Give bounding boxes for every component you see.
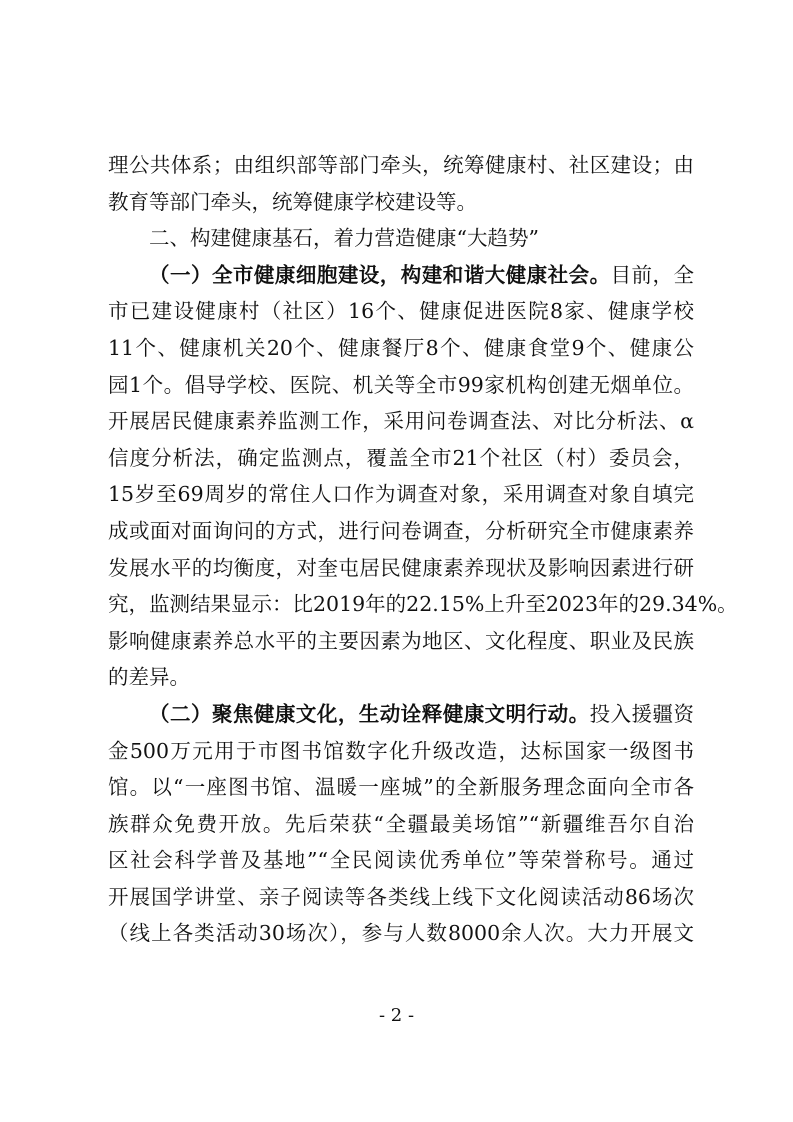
page-number: - 2 - [378,1005,415,1026]
item-1-line: 市已建设健康村（社区）16个、健康促进医院8家、健康学校 [108,299,694,324]
intro-line: 理公共体系；由组织部等部门牵头，统筹健康村、社区建设；由 [108,153,694,177]
item-1-first-line [108,257,694,294]
item-2-heading: （二）聚焦健康文化，生动诠释健康文明行动。 [149,701,590,726]
item-1-line: 的差异。 [108,665,190,690]
item-1-line: 开展居民健康素养监测工作，采用问卷调查法、对比分析法、α [108,409,694,434]
item-1-first-line-rest: 目前，全 [610,262,695,287]
item-2-line: 区社会科学普及基地”“全民阅读优秀单位”等荣誉称号。通过 [108,848,694,873]
item-1-line: 15岁至69周岁的常住人口作为调查对象，采用调查对象自填完 [108,482,694,507]
item-2-line: 馆。以“一座图书馆、温暖一座城”的全新服务理念面向全市各 [108,775,694,800]
item-2-line: （线上各类活动30场次），参与人数8000余人次。大力开展文 [108,921,694,946]
item-2-first-line-rest: 投入援疆资 [589,701,695,726]
item-1-line: 11个、健康机关20个、健康餐厅8个、健康食堂9个、健康公 [108,335,694,360]
intro-line: 教育等部门牵头，统筹健康学校建设等。 [108,189,477,214]
item-2-line: 族群众免费开放。先后荣获“全疆最美场馆”“新疆维吾尔自治 [108,811,694,836]
item-1-line: 影响健康素养总水平的主要因素为地区、文化程度、职业及民族 [108,628,694,653]
item-2-line: 开展国学讲堂、亲子阅读等各类线上线下文化阅读活动86场次 [108,884,694,909]
item-2-line: 金500万元用于市图书馆数字化升级改造，达标国家一级图书 [108,738,694,763]
item-1-line: 发展水平的均衡度，对奎屯居民健康素养现状及影响因素进行研 [108,555,694,580]
item-1-heading: （一）全市健康细胞建设，构建和谐大健康社会。 [149,262,611,287]
item-1-line: 成或面对面询问的方式，进行问卷调查，分析研究全市健康素养 [108,518,694,543]
item-1-line: 究，监测结果显示：比2019年的22.15%上升至2023年的29.34%。 [108,592,738,617]
item-2-first-line [108,696,694,733]
item-1-line: 信度分析法，确定监测点，覆盖全市21个社区（村）委员会， [108,445,694,470]
item-1-line: 园1个。倡导学校、医院、机关等全市99家机构创建无烟单位。 [108,372,694,397]
document-body [108,147,738,952]
section-heading: 二、构建健康基石，着力营造健康“大趋势” [149,226,539,251]
